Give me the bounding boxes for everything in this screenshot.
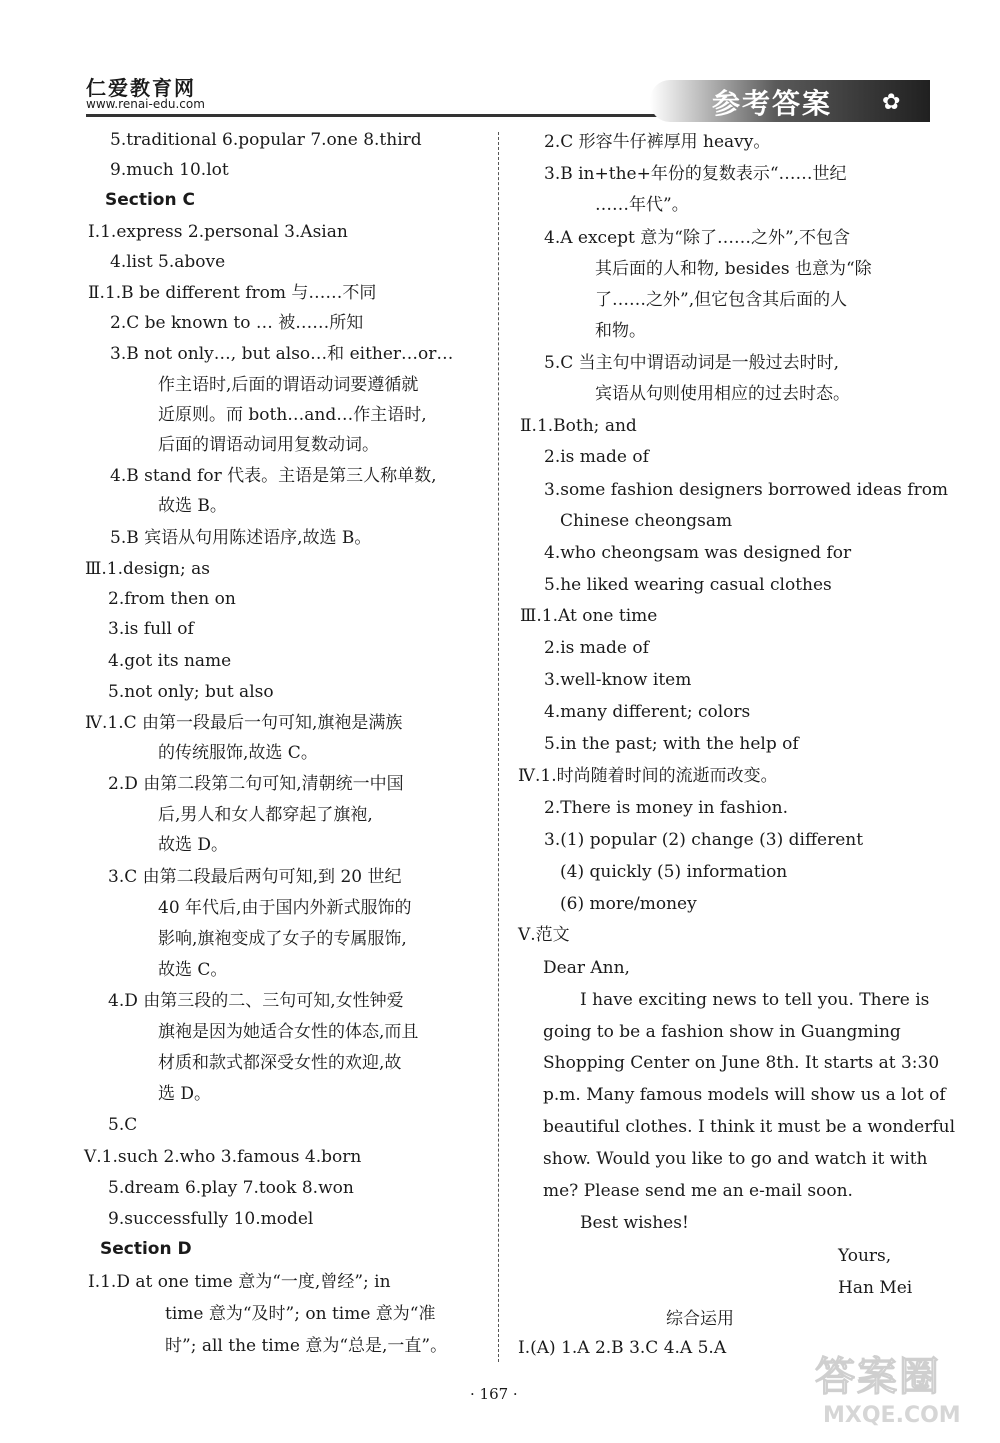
- letter-signature: Han Mei: [838, 1278, 913, 1298]
- answer-line: 其后面的人和物, besides 也意为“除: [595, 259, 872, 279]
- answer-line: 4.A except 意为“除了……之外”,不包含: [544, 228, 851, 248]
- answer-line: 5.traditional 6.popular 7.one 8.third: [110, 130, 422, 150]
- answer-line: (4) quickly (5) information: [560, 862, 788, 882]
- answer-line: 故选 C。: [158, 960, 228, 980]
- letter-closing: Yours,: [838, 1246, 892, 1266]
- answer-line: ……年代”。: [595, 195, 689, 215]
- answer-line: show. Would you like to go and watch it with: [543, 1149, 928, 1169]
- watermark-logo: [815, 1345, 985, 1435]
- answer-line: 选 D。: [158, 1084, 212, 1104]
- answer-line: I have exciting news to tell you. There is: [580, 990, 930, 1010]
- answer-line: going to be a fashion show in Guangming: [543, 1022, 901, 1042]
- answer-line: Ⅰ.1.express 2.personal 3.Asian: [88, 222, 348, 242]
- answer-line: 4.got its name: [108, 651, 232, 671]
- answer-line: 3.B not only…, but also…和 either…or…: [110, 344, 454, 364]
- answer-line: Dear Ann,: [543, 958, 630, 978]
- answer-line: time 意为“及时”; on time 意为“准: [165, 1304, 436, 1324]
- answer-line: 9.successfully 10.model: [108, 1209, 314, 1229]
- answer-line: 2.D 由第二段第二句可知,清朝统一中国: [108, 774, 404, 794]
- page-header: [0, 0, 1000, 125]
- answer-line: beautiful clothes. I think it must be a wonderful: [543, 1117, 956, 1137]
- watermark-text: 答案圈: [815, 1354, 941, 1400]
- answer-line: Ⅰ.(A) 1.A 2.B 3.C 4.A 5.A: [518, 1338, 727, 1358]
- answer-line: Ⅴ.1.such 2.who 3.famous 4.born: [84, 1147, 362, 1167]
- answer-line: 故选 B。: [158, 496, 227, 516]
- answer-line: 3.well-know item: [544, 670, 692, 690]
- site-url: www.renai-edu.com: [86, 97, 205, 111]
- answer-line: 了……之外”,但它包含其后面的人: [595, 290, 848, 310]
- answer-line: 3.some fashion designers borrowed ideas from: [544, 480, 949, 500]
- answer-line: 4.D 由第三段的二、三句可知,女性钟爱: [108, 991, 404, 1011]
- answer-line: 材质和款式都深受女性的欢迎,故: [158, 1053, 402, 1073]
- answer-line: 9.much 10.lot: [110, 160, 229, 180]
- answer-line: 5.C: [108, 1115, 138, 1135]
- answer-line: 的传统服饰,故选 C。: [158, 743, 318, 763]
- answer-line: 3.(1) popular (2) change (3) different: [544, 830, 864, 850]
- answer-line: 2.There is money in fashion.: [544, 798, 789, 818]
- section-heading: Section D: [100, 1239, 192, 1259]
- answer-line: 2.from then on: [108, 589, 236, 609]
- watermark-url: MXQE.COM: [823, 1403, 961, 1428]
- answer-line: 后面的谓语动词用复数动词。: [158, 435, 379, 455]
- answer-line: 影响,旗袍变成了女子的专属服饰,: [158, 929, 407, 949]
- section-heading: Section C: [105, 190, 195, 210]
- answer-line: 4.many different; colors: [544, 702, 751, 722]
- answer-line: Ⅲ.1.At one time: [520, 606, 658, 626]
- answer-line: 2.C 形容牛仔裤厚用 heavy。: [544, 132, 771, 152]
- answer-line: 5.not only; but also: [108, 682, 274, 702]
- site-name: 仁爱教育网: [86, 76, 196, 100]
- answer-line: 2.is made of: [544, 447, 649, 467]
- answer-line: 5.dream 6.play 7.took 8.won: [108, 1178, 354, 1198]
- page-number: · 167 ·: [470, 1385, 518, 1403]
- answer-line: Ⅳ.1.C 由第一段最后一句可知,旗袍是满族: [85, 713, 403, 733]
- answer-line: Shopping Center on June 8th. It starts at 3:30: [543, 1053, 940, 1073]
- answer-line: p.m. Many famous models will show us a lot of: [543, 1085, 946, 1105]
- answer-line: 5.in the past; with the help of: [544, 734, 799, 754]
- answer-line: 和物。: [595, 321, 646, 341]
- answer-line: 故选 D。: [158, 835, 229, 855]
- answer-line: Ⅱ.1.Both; and: [520, 416, 637, 436]
- answer-line: 2.is made of: [544, 638, 649, 658]
- answer-line: 宾语从句则使用相应的过去时态。: [595, 384, 850, 404]
- answer-line: 4.who cheongsam was designed for: [544, 543, 852, 563]
- answer-line: 3.is full of: [108, 619, 194, 639]
- banner-title: 参考答案: [712, 87, 833, 120]
- answer-line: 5.he liked wearing casual clothes: [544, 575, 832, 595]
- answer-line: 4.B stand for 代表。主语是第三人称单数,: [110, 466, 437, 486]
- answer-line: 3.B in+the+年份的复数表示“……世纪: [544, 164, 847, 184]
- answer-line: 4.list 5.above: [110, 252, 226, 272]
- banner-flower-icon: ✿: [882, 90, 901, 115]
- answer-line: 40 年代后,由于国内外新式服饰的: [158, 898, 412, 918]
- answer-line: Ⅱ.1.B be different from 与……不同: [88, 283, 377, 303]
- header-rule: [86, 114, 746, 117]
- answer-line: 2.C be known to … 被……所知: [110, 313, 364, 333]
- answer-line: 5.C 当主句中谓语动词是一般过去时时,: [544, 353, 840, 373]
- answer-line: Ⅴ.范文: [518, 925, 570, 945]
- answer-line: 作主语时,后面的谓语动词要遵循就: [158, 375, 419, 395]
- answer-line: Ⅲ.1.design; as: [85, 559, 210, 579]
- answer-line: Best wishes!: [580, 1213, 689, 1233]
- answer-line: 3.C 由第二段最后两句可知,到 20 世纪: [108, 867, 402, 887]
- answer-line: me? Please send me an e-mail soon.: [543, 1181, 853, 1201]
- answer-line: 时”; all the time 意为“总是,一直”。: [165, 1336, 448, 1356]
- answer-line: Chinese cheongsam: [560, 511, 733, 531]
- column-divider: [498, 132, 499, 1362]
- answer-line: 后,男人和女人都穿起了旗袍,: [158, 805, 373, 825]
- answer-line: Ⅰ.1.D at one time 意为“一度,曾经”; in: [88, 1272, 391, 1292]
- answer-line: 旗袍是因为她适合女性的体态,而且: [158, 1022, 419, 1042]
- answer-line: (6) more/money: [560, 894, 697, 914]
- answer-line: Ⅳ.1.时尚随着时间的流逝而改变。: [518, 766, 778, 786]
- answer-line: 5.B 宾语从句用陈述语序,故选 B。: [110, 528, 372, 548]
- answer-line: 近原则。而 both…and…作主语时,: [158, 405, 427, 425]
- section-heading: 综合运用: [666, 1309, 734, 1329]
